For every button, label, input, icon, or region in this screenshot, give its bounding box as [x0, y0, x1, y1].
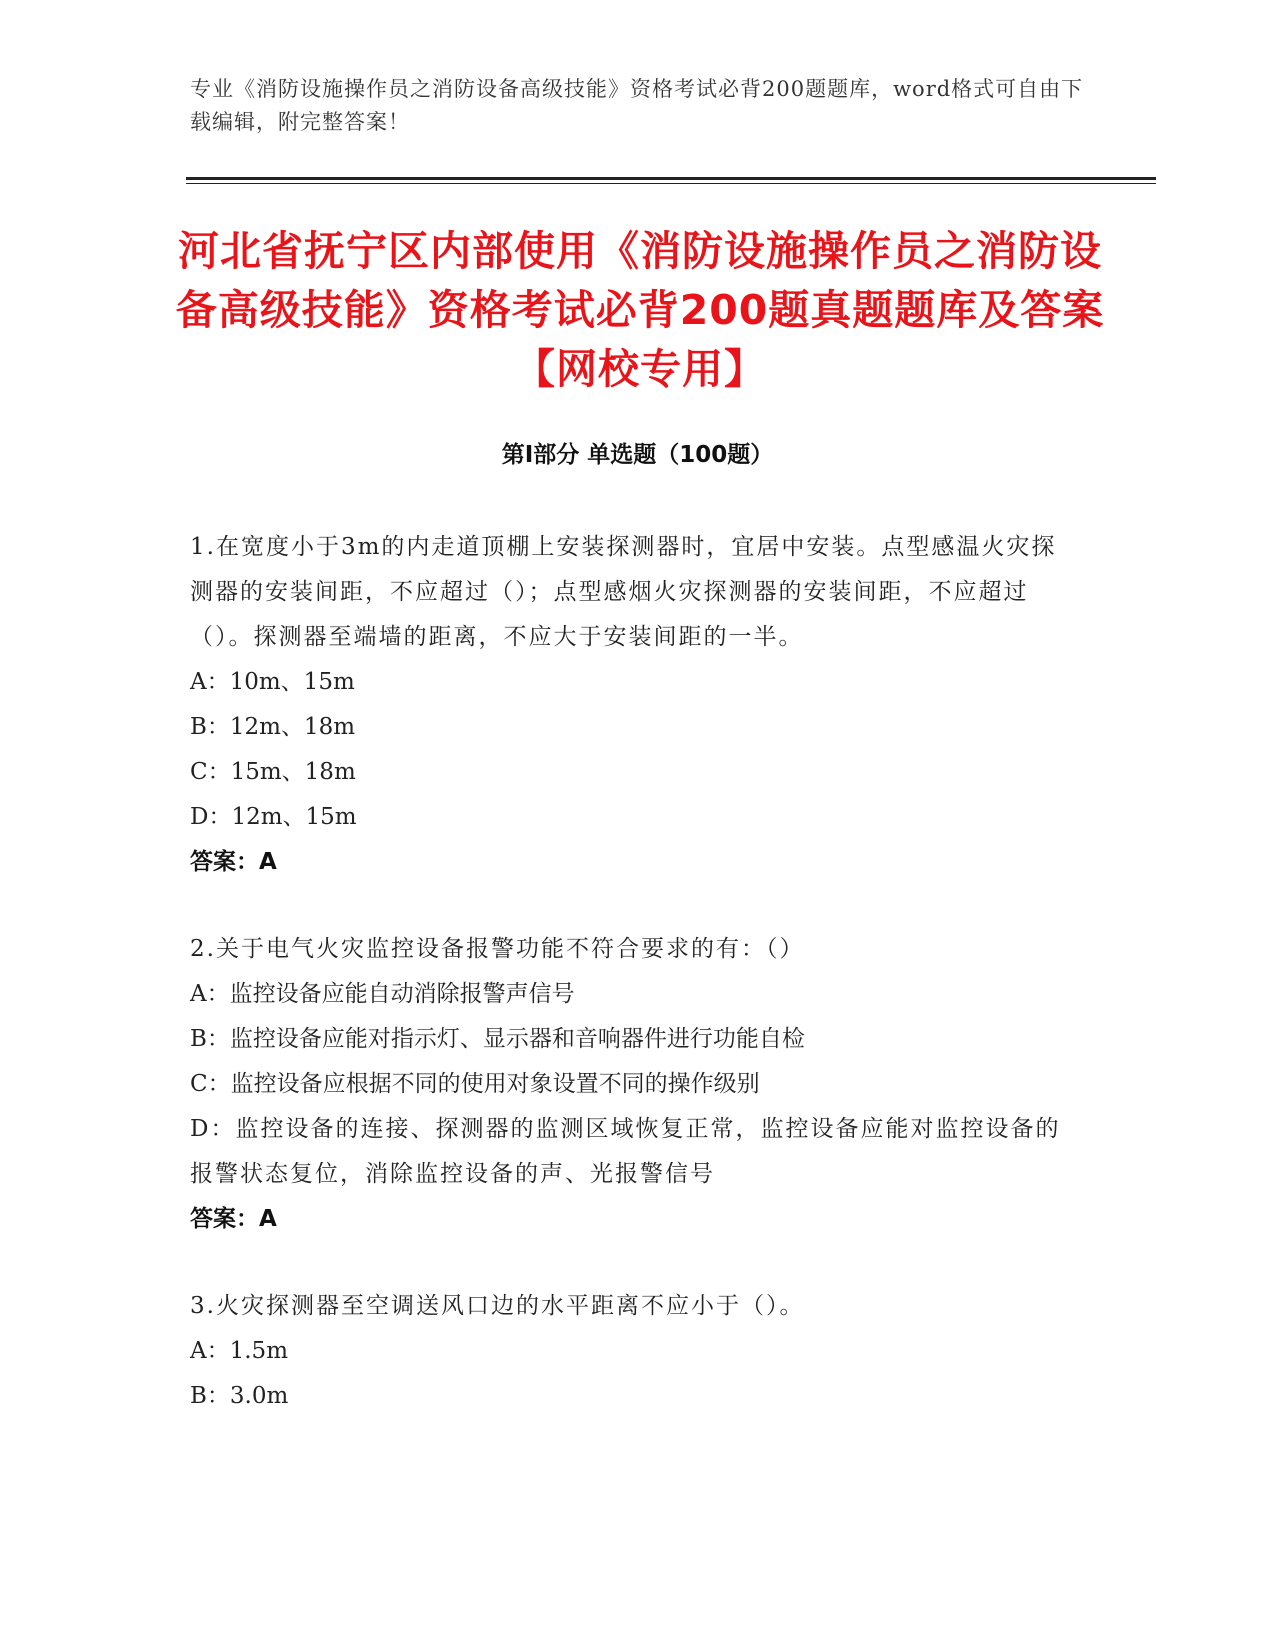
option-a: A：10m、15m: [190, 669, 355, 695]
question-item: [190, 927, 1070, 1242]
header-divider-thin: [186, 183, 1156, 184]
option-d: D：监控设备的连接、探测器的监测区域恢复正常，监控设备应能对监控设备的报警状态复位，消除监控设备的声、光报警信号: [190, 1116, 1061, 1187]
question-item: [190, 525, 1070, 885]
option-c: C：监控设备应根据不同的使用对象设置不同的操作级别: [190, 1071, 760, 1097]
option-a: A：监控设备应能自动消除报警声信号: [190, 981, 575, 1007]
answer-line: 答案：A: [190, 1206, 277, 1232]
option-c: C：15m、18m: [190, 759, 356, 785]
question-stem: 2.关于电气火灾监控设备报警功能不符合要求的有：（）: [190, 936, 805, 962]
header-divider-thick: [186, 177, 1156, 180]
section-heading: 第I部分 单选题（100题）: [501, 442, 774, 468]
question-list: [190, 525, 1070, 1461]
question-item: [190, 1284, 1070, 1419]
option-a: A：1.5m: [190, 1338, 288, 1364]
option-b: B：3.0m: [190, 1383, 289, 1409]
document-header: 专业《消防设施操作员之消防设备高级技能》资格考试必背200题题库，word格式可自由下载编辑，附完整答案！: [190, 77, 1084, 134]
question-stem: 3.火灾探测器至空调送风口边的水平距离不应小于（）。: [190, 1293, 805, 1319]
option-d: D：12m、15m: [190, 804, 357, 830]
document-title: 河北省抚宁区内部使用《消防设施操作员之消防设备高级技能》资格考试必背200题真题题库及答案【网校专用】: [175, 227, 1105, 393]
option-b: B：监控设备应能对指示灯、显示器和音响器件进行功能自检: [190, 1026, 805, 1052]
answer-line: 答案：A: [190, 849, 277, 875]
option-b: B：12m、18m: [190, 714, 356, 740]
question-stem: 1.在宽度小于3m的内走道顶棚上安装探测器时，宜居中安装。点型感温火灾探测器的安装间距，不应超过（）；点型感烟火灾探测器的安装间距，不应超过（）。探测器至端墙的距离，不应大于安装间距的一半。: [190, 534, 1057, 650]
